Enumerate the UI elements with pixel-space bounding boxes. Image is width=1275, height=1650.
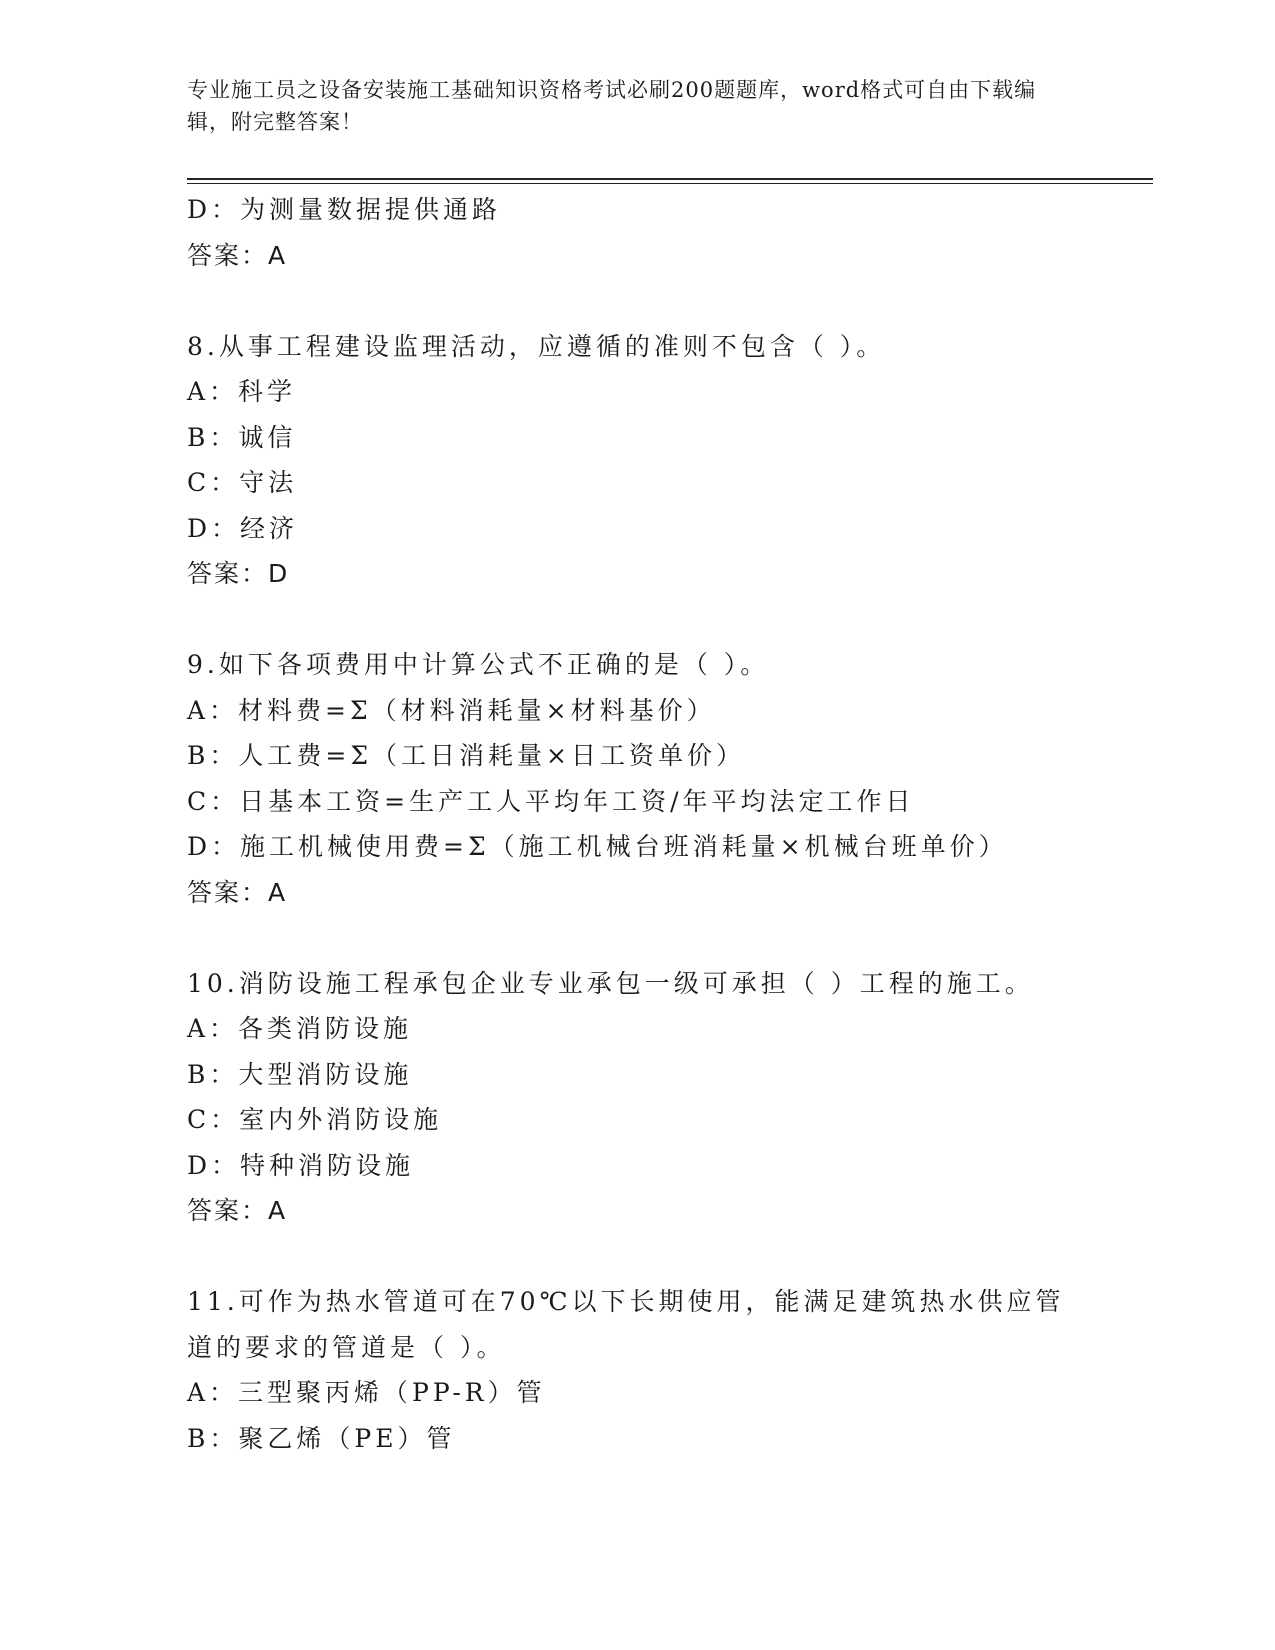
answer: 答案：A [187,1196,288,1225]
option-c: C：守法 [187,468,298,497]
spacer [187,278,1137,324]
answer: 答案：D [187,559,290,588]
answer: 答案：A [187,240,288,270]
option-b: B：大型消防设施 [187,1059,413,1089]
question-stem: 9.如下各项费用中计算公式不正确的是（ ）。 [187,650,770,679]
option-d: D：为测量数据提供通路 [187,195,502,224]
option-c: C：室内外消防设施 [187,1105,443,1134]
question-content [187,187,1137,1461]
option-b: B：人工费=Σ（工日消耗量×日工资单价） [187,741,745,770]
spacer [187,915,1137,961]
option-a: A：科学 [187,377,297,406]
header-divider-thin [187,183,1153,184]
option-a: A：材料费=Σ（材料消耗量×材料基价） [187,695,716,725]
option-b: B：聚乙烯（PE）管 [187,1423,456,1453]
answer: 答案：A [187,877,288,907]
option-a: A：各类消防设施 [187,1014,413,1043]
document-header: 专业施工员之设备安装施工基础知识资格考试必刷200题题库，word格式可自由下载编辑，附完整答案！ [187,78,1037,134]
option-d: D：施工机械使用费=Σ（施工机械台班消耗量×机械台班单价） [187,832,1008,861]
option-a: A：三型聚丙烯（PP-R）管 [187,1378,546,1407]
option-b: B：诚信 [187,422,297,452]
option-d: D：经济 [187,513,299,543]
question-stem: 8.从事工程建设监理活动，应遵循的准则不包含（ ）。 [187,331,886,361]
spacer [187,597,1137,643]
header-divider [187,178,1153,180]
option-d: D：特种消防设施 [187,1150,415,1180]
question-stem: 11.可作为热水管道可在70℃以下长期使用，能满足建筑热水供应管道的要求的管道是（ ）。 [187,1287,1065,1362]
spacer [187,1234,1137,1280]
question-stem: 10.消防设施工程承包企业专业承包一级可承担（ ）工程的施工。 [187,968,1034,998]
option-c: C：日基本工资=生产工人平均年工资/年平均法定工作日 [187,786,915,816]
